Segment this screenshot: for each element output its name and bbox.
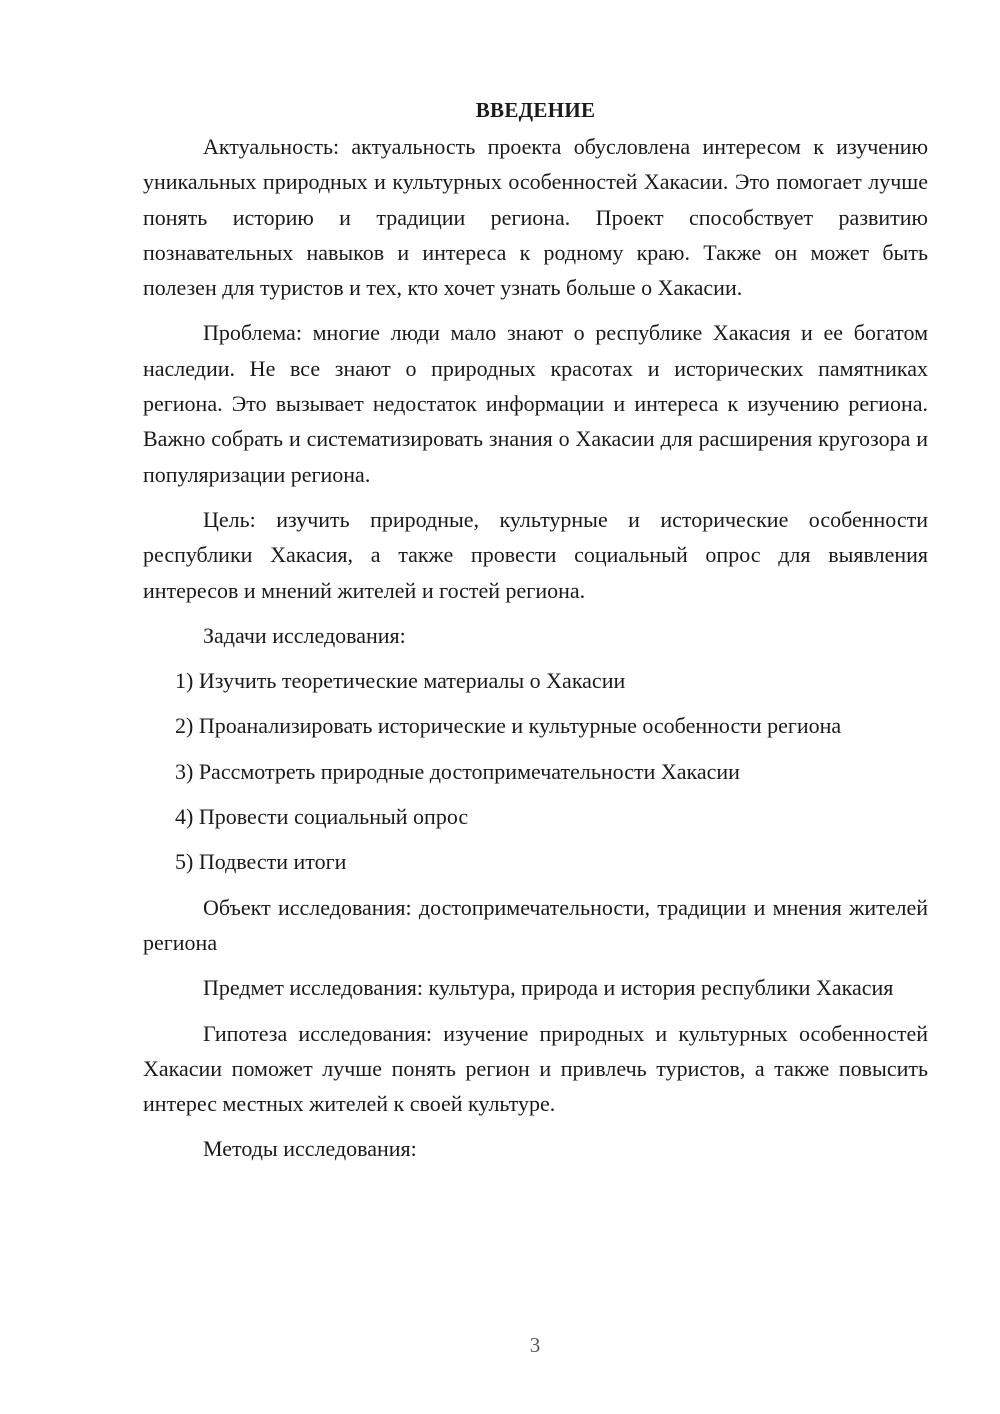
- methods-heading: Методы исследования:: [203, 1136, 417, 1162]
- paragraph-subject: Предмет исследования: культура, природа и история республики Хакасия: [203, 975, 894, 1001]
- tasks-list: [143, 663, 928, 879]
- section-title: ВВЕДЕНИЕ: [475, 98, 596, 122]
- page-number: 3: [529, 1333, 541, 1357]
- list-item: 5) Подвести итоги: [175, 849, 347, 875]
- paragraph-hypothesis: Гипотеза исследования: изучение природных и культурных особенностей Хакасии поможет лучше понять регион и привлечь туристов, а также повысить интерес местных жителей к своей культуре.: [143, 1020, 928, 1117]
- list-item: 4) Провести социальный опрос: [175, 804, 469, 830]
- list-item: 1) Изучить теоретические материалы о Хакасии: [175, 668, 626, 694]
- list-item: 2) Проанализировать исторические и культурные особенности региона: [175, 713, 842, 739]
- document-page: [143, 95, 928, 1177]
- paragraph-relevance: Актуальность: актуальность проекта обусловлена интересом к изучению уникальных природных и культурных особенностей Хакасии. Это помогает лучше понять историю и традиции региона. Проект способствует развитию познавательных навыков и интереса к родному краю. Также он может быть полезен для туристов и тех, кто хочет узнать больше о Хакасии.: [143, 134, 928, 301]
- paragraph-problem: Проблема: многие люди мало знают о республике Хакасия и ее богатом наследии. Не все знают о природных красотах и исторических памятниках региона. Это вызывает недостаток информации и интереса к изучению региона. Важно собрать и систематизировать знания о Хакасии для расширения кругозора и популяризации региона.: [143, 320, 928, 487]
- list-item: 3) Рассмотреть природные достопримечательности Хакасии: [175, 758, 740, 784]
- tasks-heading: Задачи исследования:: [203, 622, 406, 648]
- paragraph-object: Объект исследования: достопримечательности, традиции и мнения жителей региона: [143, 894, 928, 955]
- paragraph-goal: Цель: изучить природные, культурные и исторические особенности республики Хакасия, а также провести социальный опрос для выявления интересов и мнений жителей и гостей региона.: [143, 506, 928, 603]
